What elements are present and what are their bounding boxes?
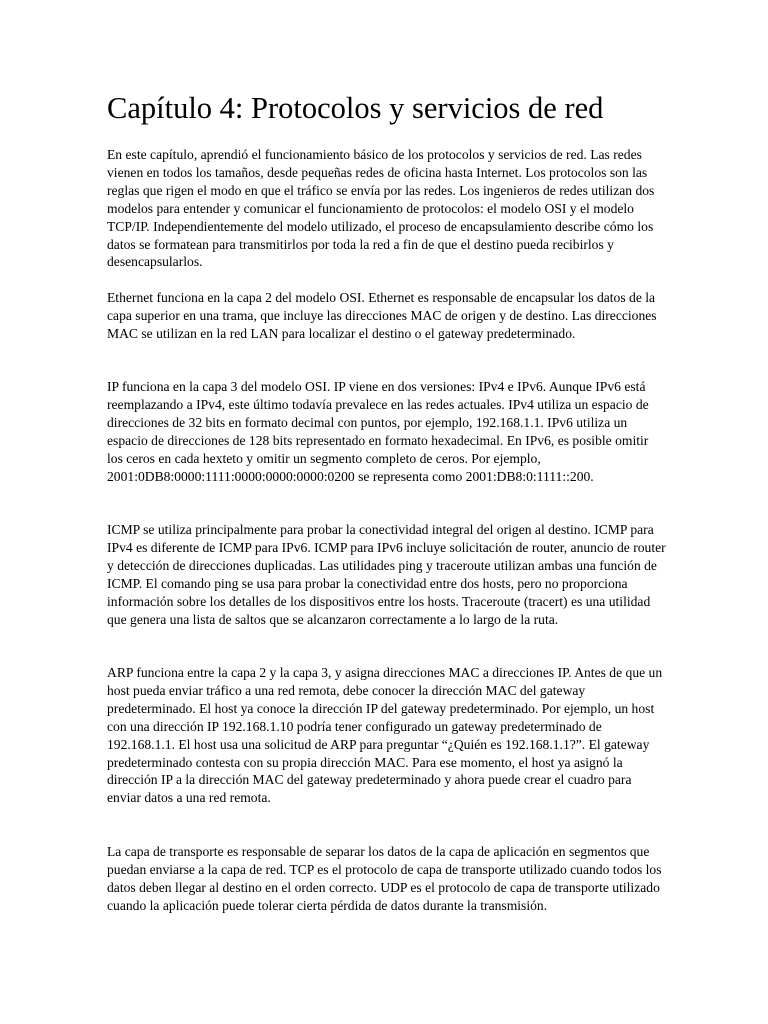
paragraph-arp: ARP funciona entre la capa 2 y la capa 3, y asigna direcciones MAC a direcciones IP. Antes de que un host pueda enviar tráfico a una red remota, debe conocer la dirección MAC del gateway predeterminado. El host ya conoce la dirección IP del gateway predeterminado. Por ejemplo, un host con una dirección IP 192.168.1.10 podría tener configurado un gateway predeterminado de 192.168.1.1. El host usa una solicitud de ARP para preguntar “¿Quién es 192.168.1.1?”. El gateway predeterminado contesta con su propia dirección MAC. Para ese momento, el host ya asignó la dirección IP a la dirección MAC del gateway predeterminado y ahora puede crear el cuadro para enviar datos a una red remota.	[107, 665, 663, 806]
paragraph-ip: IP funciona en la capa 3 del modelo OSI. IP viene en dos versiones: IPv4 e IPv6. Aunque IPv6 está reemplazando a IPv4, este último todavía prevalece en las redes actuales. IPv4 utiliza un espacio de direcciones de 32 bits en formato decimal con puntos, por ejemplo, 192.168.1.1. IPv6 utiliza un espacio de direcciones de 128 bits representado en formato hexadecimal. En IPv6, es posible omitir los ceros en cada hexteto y omitir un segmento completo de ceros. Por ejemplo, 2001:0DB8:0000:1111:0000:0000:0000:0200 se representa como 2001:DB8:0:1111::200.	[107, 379, 649, 484]
paragraph-icmp: ICMP se utiliza principalmente para probar la conectividad integral del origen al destino. ICMP para IPv4 es diferente de ICMP para IPv6. ICMP para IPv6 incluye solicitación de router, anuncio de router y detección de direcciones duplicadas. Las utilidades ping y traceroute utilizan ambas una función de ICMP. El comando ping se usa para probar la conectividad entre dos hosts, pero no proporciona información sobre los detalles de los dispositivos entre los hosts. Traceroute (tracert) es una utilidad que genera una lista de saltos que se alcanzaron correctamente a lo largo de la ruta.	[107, 522, 666, 627]
chapter-title: Capítulo 4: Protocolos y servicios de red	[107, 91, 604, 125]
paragraph-ethernet: Ethernet funciona en la capa 2 del modelo OSI. Ethernet es responsable de encapsular los datos de la capa superior en una trama, que incluye las direcciones MAC de origen y de destino. Las direcciones MAC se utilizan en la red LAN para localizar el destino o el gateway predeterminado.	[107, 290, 657, 341]
paragraph-intro: En este capítulo, aprendió el funcionamiento básico de los protocolos y servicios de red. Las redes vienen en todos los tamaños, desde pequeñas redes de oficina hasta Internet. Los protocolos son las reglas que rigen el modo en que el tráfico se envía por las redes. Los ingenieros de redes utilizan dos modelos para entender y comunicar el funcionamiento de protocolos: el modelo OSI y el modelo TCP/IP. Independientemente del modelo utilizado, el proceso de encapsulamiento describe cómo los datos se formatean para transmitirlos por toda la red a fin de que el destino pueda recibirlos y desencapsularlos.	[107, 147, 655, 270]
paragraph-transport: La capa de transporte es responsable de separar los datos de la capa de aplicación en segmentos que puedan enviarse a la capa de red. TCP es el protocolo de capa de transporte utilizado cuando todos los datos deben llegar al destino en el orden correcto. UDP es el protocolo de capa de transporte utilizado cuando la aplicación puede tolerar cierta pérdida de datos durante la transmisión.	[107, 844, 662, 913]
